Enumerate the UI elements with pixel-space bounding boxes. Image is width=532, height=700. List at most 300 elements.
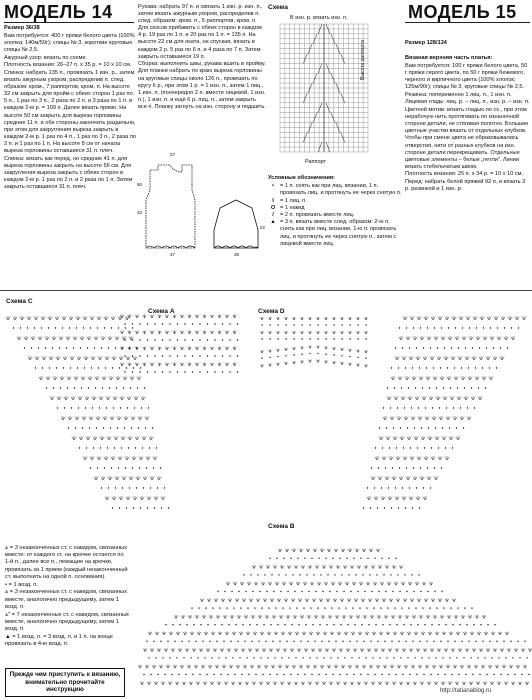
stitch-mark: [367, 632, 369, 635]
chain-mark: [140, 507, 141, 508]
stitch-mark: [130, 315, 132, 318]
stitch-mark: [492, 682, 494, 685]
stitch-mark: [423, 632, 425, 635]
stitch-mark: [369, 549, 371, 552]
stitch-mark: [393, 615, 395, 618]
stitch-mark: [280, 566, 282, 569]
chain-mark: [52, 347, 53, 348]
chain-mark: [95, 387, 96, 388]
stitch-mark: [294, 549, 296, 552]
stitch-mark: [262, 649, 264, 652]
chain-mark: [261, 324, 262, 325]
chain-mark: [430, 347, 431, 348]
stitch-mark: [276, 632, 278, 635]
stitch-mark: [462, 337, 464, 340]
stitch-mark: [233, 363, 235, 366]
chain-mark: [225, 657, 226, 658]
stitch-mark: [461, 615, 463, 618]
stitch-mark: [34, 317, 36, 320]
stitch-mark: [150, 632, 152, 635]
stitch-mark: [439, 357, 441, 360]
stitch-mark: [166, 649, 168, 652]
chain-mark: [100, 447, 101, 448]
stitch-mark: [472, 632, 474, 635]
stitch-mark: [325, 649, 327, 652]
stitch-mark: [232, 632, 234, 635]
stitch-mark: [471, 397, 473, 400]
chain-mark: [422, 607, 423, 608]
stitch-mark: [489, 377, 491, 380]
stitch-mark: [203, 347, 205, 350]
stitch-mark: [225, 632, 227, 635]
chain-mark: [420, 467, 421, 468]
stitch-mark: [13, 317, 15, 320]
stitch-mark: [165, 315, 167, 318]
stitch-mark: [354, 599, 356, 602]
chain-mark: [484, 657, 485, 658]
stitch-mark: [246, 615, 248, 618]
stitch-mark: [445, 599, 447, 602]
stitch-mark: [297, 632, 299, 635]
chain-mark: [451, 674, 452, 675]
stitch-mark: [75, 337, 77, 340]
stitch-mark: [89, 337, 91, 340]
stitch-mark: [135, 315, 137, 318]
chain-mark: [449, 427, 450, 428]
stitch-mark: [127, 397, 129, 400]
stitch-mark: [430, 437, 432, 440]
stitch-mark: [292, 665, 294, 668]
stitch-mark: [384, 457, 386, 460]
chain-mark: [365, 338, 366, 339]
stitch-mark: [320, 549, 322, 552]
stitch-mark: [253, 615, 255, 618]
chain-mark: [402, 347, 403, 348]
chain-mark: [438, 447, 439, 448]
chain-mark: [417, 447, 418, 448]
stitch-mark: [259, 682, 261, 685]
chain-mark: [214, 371, 215, 372]
stitch-mark: [357, 566, 359, 569]
chain-mark: [409, 674, 410, 675]
stitch-mark: [350, 549, 352, 552]
stitch-mark: [349, 599, 351, 602]
stitch-mark: [138, 477, 140, 480]
chain-mark: [266, 591, 267, 592]
stitch-mark: [180, 363, 182, 366]
chain-mark: [477, 657, 478, 658]
stitch-mark: [135, 363, 137, 366]
stitch-mark: [293, 615, 295, 618]
chain-mark: [251, 641, 252, 642]
stitch-mark: [233, 582, 235, 585]
stitch-mark: [157, 632, 159, 635]
stitch-mark: [320, 649, 322, 652]
stitch-mark: [446, 665, 448, 668]
chain-mark: [154, 371, 155, 372]
chain-mark: [60, 387, 61, 388]
stitch-mark: [282, 682, 284, 685]
stitch-mark: [173, 665, 175, 668]
stitch-mark: [419, 377, 421, 380]
chain-mark: [84, 367, 85, 368]
stitch-mark: [414, 632, 416, 635]
stitch-mark: [456, 437, 458, 440]
stitch-mark: [315, 549, 317, 552]
chain-mark: [352, 607, 353, 608]
chain-mark: [400, 657, 401, 658]
stitch-mark: [412, 599, 414, 602]
stitch-mark: [371, 566, 373, 569]
chain-mark: [436, 607, 437, 608]
stitch-mark: [154, 497, 156, 500]
chain-mark: [139, 323, 140, 324]
stitch-mark: [70, 417, 72, 420]
stitch-mark: [385, 477, 387, 480]
stitch-mark: [365, 632, 367, 635]
stitch-mark: [488, 357, 490, 360]
stitch-mark: [167, 363, 169, 366]
yarn-over-icon: O: [270, 204, 276, 211]
stitch-mark: [500, 357, 502, 360]
stitch-mark: [348, 665, 350, 668]
stitch-mark: [467, 649, 469, 652]
stitch-mark: [443, 682, 445, 685]
stitch-mark: [506, 337, 508, 340]
stitch-mark: [117, 417, 119, 420]
stitch-mark: [188, 347, 190, 350]
chain-mark: [192, 323, 193, 324]
stitch-mark: [401, 682, 403, 685]
chain-mark: [472, 347, 473, 348]
stitch-mark: [418, 649, 420, 652]
stitch-mark: [201, 665, 203, 668]
stitch-mark: [221, 599, 223, 602]
stitch-mark: [235, 363, 237, 366]
stitch-mark: [409, 437, 411, 440]
stitch-mark: [376, 549, 378, 552]
stitch-mark: [204, 632, 206, 635]
stitch-mark: [461, 317, 463, 320]
stitch-mark: [48, 377, 50, 380]
chain-mark: [445, 447, 446, 448]
stitch-mark: [295, 632, 297, 635]
chain-mark: [377, 507, 378, 508]
stitch-mark: [283, 632, 285, 635]
stitch-mark: [496, 317, 498, 320]
stitch-mark: [360, 632, 362, 635]
chain-mark: [142, 447, 143, 448]
stitch-mark: [255, 649, 257, 652]
stitch-mark: [154, 682, 156, 685]
stitch-mark: [456, 632, 458, 635]
stitch-mark: [133, 357, 135, 360]
stitch-mark: [451, 357, 453, 360]
stitch-mark: [140, 417, 142, 420]
stitch-mark: [482, 377, 484, 380]
stitch-mark: [269, 632, 271, 635]
stitch-mark: [71, 317, 73, 320]
chain-mark: [106, 407, 107, 408]
stitch-mark: [143, 315, 145, 318]
stitch-mark: [378, 665, 380, 668]
chain-mark: [438, 624, 439, 625]
chain-mark: [454, 641, 455, 642]
stitch-mark: [149, 437, 151, 440]
stitch-mark: [104, 377, 106, 380]
stitch-mark: [254, 682, 256, 685]
stitch-mark: [152, 331, 154, 334]
chain-mark: [475, 367, 476, 368]
chain-mark: [125, 327, 126, 328]
stitch-mark: [500, 649, 502, 652]
stitch-mark: [297, 649, 299, 652]
legend-text: = 2 п. провязать вместе лиц.: [280, 212, 355, 219]
chain-mark: [162, 339, 163, 340]
chain-mark: [406, 327, 407, 328]
stitch-mark: [62, 317, 64, 320]
stitch-mark: [175, 347, 177, 350]
stitch-mark: [479, 357, 481, 360]
stitch-mark: [456, 377, 458, 380]
chain-mark: [325, 558, 326, 559]
stitch-mark: [443, 337, 445, 340]
stitch-mark: [59, 337, 61, 340]
stitch-mark: [520, 682, 522, 685]
stitch-mark: [287, 682, 289, 685]
chain-mark: [207, 323, 208, 324]
stitch-mark: [444, 357, 446, 360]
stitch-mark: [194, 649, 196, 652]
stitch-mark: [165, 347, 167, 350]
stitch-mark: [289, 566, 291, 569]
chain-mark: [80, 347, 81, 348]
stitch-mark: [236, 665, 238, 668]
stitch-mark: [399, 337, 401, 340]
stitch-mark: [55, 377, 57, 380]
chain-mark: [441, 591, 442, 592]
model-14-instructions-col2: [138, 4, 266, 154]
stitch-mark: [470, 377, 472, 380]
stitch-mark: [80, 397, 82, 400]
stitch-mark: [404, 497, 406, 500]
stitch-mark: [381, 437, 383, 440]
stitch-mark: [306, 649, 308, 652]
stitch-mark: [308, 682, 310, 685]
stitch-mark: [504, 337, 506, 340]
chain-mark: [108, 347, 109, 348]
chain-mark: [120, 407, 121, 408]
stitch-mark: [309, 632, 311, 635]
stitch-mark: [227, 347, 229, 350]
stitch-mark: [213, 632, 215, 635]
stitch-mark: [350, 566, 352, 569]
stitch-mark: [486, 357, 488, 360]
chain-mark: [110, 427, 111, 428]
stitch-mark: [305, 582, 307, 585]
chain-mark: [407, 427, 408, 428]
chain-mark: [13, 327, 14, 328]
chain-mark: [379, 657, 380, 658]
stitch-mark: [440, 599, 442, 602]
stitch-mark: [503, 317, 505, 320]
chain-mark: [101, 487, 102, 488]
stitch-mark: [163, 682, 165, 685]
chain-mark: [322, 591, 323, 592]
stitch-mark: [438, 599, 440, 602]
chain-mark: [111, 467, 112, 468]
stitch-mark: [182, 315, 184, 318]
stitch-mark: [434, 477, 436, 480]
chain-mark: [162, 657, 163, 658]
stitch-mark: [334, 665, 336, 668]
stitch-mark: [93, 437, 95, 440]
chain-mark: [388, 558, 389, 559]
stitch-mark: [299, 649, 301, 652]
chain-mark: [410, 624, 411, 625]
chain-mark: [145, 427, 146, 428]
stitch-mark: [218, 331, 220, 334]
stitch-mark: [142, 437, 144, 440]
chain-mark: [114, 447, 115, 448]
model-15-size: Размер 128/134: [405, 40, 447, 46]
chain-mark: [442, 657, 443, 658]
chain-mark: [494, 624, 495, 625]
stitch-mark: [379, 437, 381, 440]
stitch-mark: [182, 665, 184, 668]
chain-mark: [242, 624, 243, 625]
stitch-mark: [357, 549, 359, 552]
chain-mark: [162, 323, 163, 324]
chain-mark: [435, 657, 436, 658]
stitch-mark: [400, 377, 402, 380]
stitch-mark: [156, 497, 158, 500]
stitch-mark: [185, 632, 187, 635]
stitch-mark: [453, 357, 455, 360]
model-15-ribbing: Резинка: попеременно 1 лиц. п., 1 изн. п.: [405, 91, 512, 98]
stitch-mark: [441, 682, 443, 685]
stitch-mark: [275, 566, 277, 569]
chain-mark: [38, 347, 39, 348]
chain-mark: [177, 355, 178, 356]
chain-mark: [229, 323, 230, 324]
model-14-title: МОДЕЛЬ 14: [4, 2, 113, 22]
chain-mark: [241, 674, 242, 675]
stitch-mark: [359, 582, 361, 585]
stitch-mark: [113, 317, 115, 320]
stitch-mark: [266, 566, 268, 569]
stitch-mark: [317, 582, 319, 585]
stitch-mark: [490, 337, 492, 340]
stitch-mark: [227, 315, 229, 318]
chain-mark: [524, 641, 525, 642]
chain-mark: [143, 674, 144, 675]
chain-mark: [205, 607, 206, 608]
model-14-instructions-col1: [4, 25, 136, 275]
stitch-mark: [477, 615, 479, 618]
stitch-mark: [244, 615, 246, 618]
stitch-mark: [428, 437, 430, 440]
chain-mark: [292, 574, 293, 575]
chain-mark: [154, 355, 155, 356]
stitch-mark: [388, 649, 390, 652]
legend-text: = 1 п. снять как при лиц. вязании, 1 п. провязать лиц. и протянуть ее через снятую п.: [280, 183, 402, 197]
stitch-mark: [261, 682, 263, 685]
stitch-mark: [391, 457, 393, 460]
stitch-mark: [430, 357, 432, 360]
chain-mark: [437, 347, 438, 348]
chain-mark: [185, 674, 186, 675]
chain-mark: [285, 324, 286, 325]
chain-mark: [426, 641, 427, 642]
section-divider: [0, 290, 532, 291]
stitch-mark: [122, 397, 124, 400]
stitch-mark: [273, 665, 275, 668]
chain-mark: [270, 624, 271, 625]
stitch-mark: [224, 682, 226, 685]
chain-mark: [261, 338, 262, 339]
stitch-mark: [397, 497, 399, 500]
chain-mark: [349, 641, 350, 642]
stitch-mark: [307, 599, 309, 602]
stitch-mark: [355, 665, 357, 668]
chain-mark: [405, 507, 406, 508]
chain-mark: [503, 641, 504, 642]
stitch-mark: [427, 682, 429, 685]
stitch-mark: [148, 457, 150, 460]
stitch-mark: [433, 457, 435, 460]
stitch-mark: [376, 649, 378, 652]
stitch-mark: [408, 397, 410, 400]
stitch-mark: [212, 331, 214, 334]
chain-mark: [528, 674, 529, 675]
chain-mark: [413, 591, 414, 592]
stitch-mark: [210, 363, 212, 366]
stitch-mark: [514, 649, 516, 652]
stitch-mark: [517, 317, 519, 320]
stitch-mark: [147, 417, 149, 420]
chain-mark: [444, 347, 445, 348]
watermark-url: http://tatianablog.ru: [440, 688, 492, 694]
stitch-mark: [362, 549, 364, 552]
chain-mark: [122, 487, 123, 488]
chain-mark: [397, 574, 398, 575]
stitch-mark: [369, 497, 371, 500]
stitch-mark: [421, 615, 423, 618]
stitch-mark: [380, 682, 382, 685]
stitch-mark: [311, 649, 313, 652]
chain-mark: [403, 624, 404, 625]
stitch-mark: [296, 582, 298, 585]
stitch-mark: [340, 582, 342, 585]
stitch-mark: [356, 615, 358, 618]
chain-mark: [425, 407, 426, 408]
chain-mark: [365, 358, 366, 359]
stitch-mark: [257, 649, 259, 652]
symbols-legend: [268, 175, 403, 248]
stitch-mark: [396, 599, 398, 602]
stitch-mark: [109, 437, 111, 440]
stitch-mark: [145, 417, 147, 420]
stitch-mark: [446, 417, 448, 420]
stitch-mark: [411, 357, 413, 360]
chain-mark: [224, 591, 225, 592]
stitch-mark: [377, 599, 379, 602]
stitch-mark: [249, 582, 251, 585]
stitch-mark: [191, 682, 193, 685]
stitch-mark: [59, 397, 61, 400]
stitch-mark: [194, 665, 196, 668]
